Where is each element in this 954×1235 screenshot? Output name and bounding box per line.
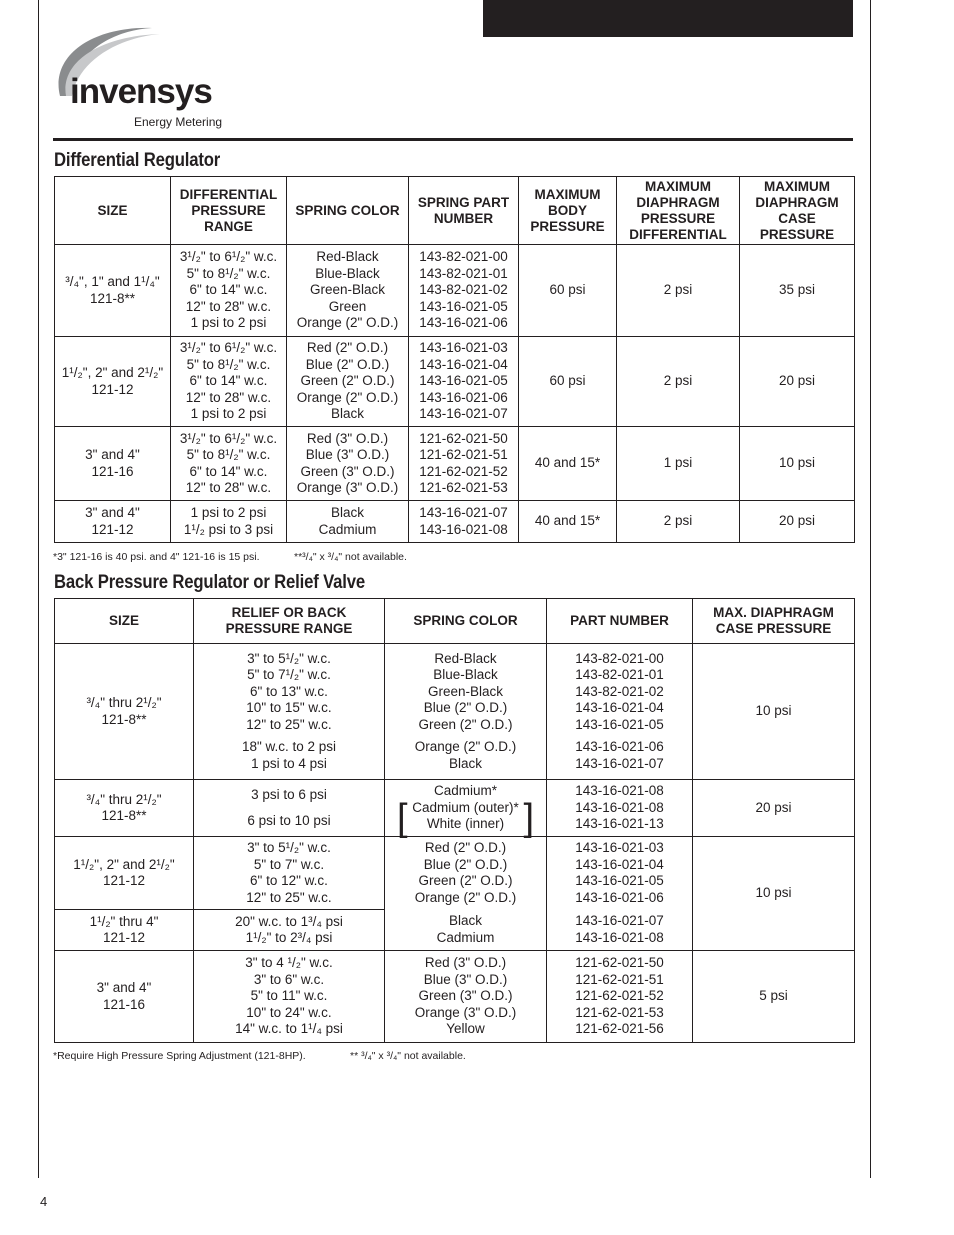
table-header-row [55,599,855,644]
diff-pressure-cell: 2 psi [617,501,740,543]
size-cell: 3" and 4" 121-16 [55,951,194,1043]
range-cell: 1 psi to 2 psi 1¹/₂ psi to 3 psi [171,501,287,543]
color-cell: Black Cadmium [385,910,547,951]
part-cell: 143-16-021-08 143-16-021-08 143-16-021-13 [547,780,693,837]
range-cell: 3¹/₂" to 6¹/₂" w.c. 5" to 8¹/₂" w.c. 6" to 14" w.c. 12" to 28" w.c. 1 psi to 2 psi [171,337,287,427]
differential-regulator-table [54,176,855,543]
col-header: PART NUMBER [547,599,693,644]
part-cell: 143-16-021-07 143-16-021-08 [409,501,519,543]
col-header: SPRING PART NUMBER [409,177,519,245]
color-cell: Red (2" O.D.) Blue (2" O.D.) Green (2" O.D.) Orange (2" O.D.) Black [287,337,409,427]
bracketed-spring-group: [ Cadmium (outer)* White (inner) ] [397,796,534,839]
case-pressure-cell: 10 psi [740,427,855,501]
part-cell: 143-16-021-03 143-16-021-04 143-16-021-05 143-16-021-06 143-16-021-07 [409,337,519,427]
col-header: SPRING COLOR [385,599,547,644]
footnote: *3" 121-16 is 40 psi. and 4" 121-16 is 15 psi. [53,551,260,563]
size-cell: ³/₄" thru 2¹/₂" 121-8** [55,644,194,780]
right-margin-rule [870,0,871,1178]
color-cell: Red (3" O.D.) Blue (3" O.D.) Green (3" O.D.) Orange (3" O.D.) [287,427,409,501]
col-header: MAXIMUM DIAPHRAGM PRESSURE DIFFERENTIAL [617,177,740,245]
col-header: SIZE [55,599,194,644]
size-cell: 1¹/₂", 2" and 2¹/₂" 121-12 [55,837,194,910]
case-pressure-cell: 10 psi [693,837,855,951]
color-cell: Cadmium* [ Cadmium (outer)* White (inner) ] [385,780,547,837]
size-cell: 1¹/₂" thru 4" 121-12 [55,910,194,951]
color-cell: Red (2" O.D.) Blue (2" O.D.) Green (2" O.D.) Orange (2" O.D.) [385,837,547,910]
bracket-right-icon: ] [523,796,534,839]
body-pressure-cell: 60 psi [519,337,617,427]
range-cell: 3¹/₂" to 6¹/₂" w.c. 5" to 8¹/₂" w.c. 6" to 14" w.c. 12" to 28" w.c. [171,427,287,501]
diff-pressure-cell: 1 psi [617,427,740,501]
case-pressure-cell: 20 psi [740,337,855,427]
case-pressure-cell: 35 psi [740,245,855,337]
body-pressure-cell: 40 and 15* [519,427,617,501]
color-cell: Red (3" O.D.) Blue (3" O.D.) Green (3" O.D.) Orange (3" O.D.) Yellow [385,951,547,1043]
diff-pressure-cell: 2 psi [617,245,740,337]
table-row [55,837,855,910]
body-pressure-cell: 60 psi [519,245,617,337]
body-pressure-cell: 40 and 15* [519,501,617,543]
col-header: DIFFERENTIAL PRESSURE RANGE [171,177,287,245]
range-cell: 3" to 5¹/₂" w.c. 5" to 7" w.c. 6" to 12" w.c. 12" to 25" w.c. [194,837,385,910]
range-cell: 3¹/₂" to 6¹/₂" w.c. 5" to 8¹/₂" w.c. 6" to 14" w.c. 12" to 28" w.c. 1 psi to 2 psi [171,245,287,337]
section-title-back-pressure: Back Pressure Regulator or Relief Valve [54,572,365,593]
header-rule [53,138,853,141]
footnote: ** ³/₄" x ³/₄" not available. [350,1050,466,1062]
table-row [55,780,855,837]
section-title-differential: Differential Regulator [54,150,221,171]
col-header: MAXIMUM BODY PRESSURE [519,177,617,245]
bracket-left-icon: [ [397,796,408,839]
range-cell: 20" w.c. to 1³/₄ psi 1¹/₂" to 2³/₄ psi [194,910,385,951]
part-cell: 143-16-021-03 143-16-021-04 143-16-021-05 143-16-021-06 [547,837,693,910]
back-pressure-table [54,598,855,1043]
col-header: SPRING COLOR [287,177,409,245]
col-header: MAX. DIAPHRAGM CASE PRESSURE [693,599,855,644]
logo-subtitle: Energy Metering [134,115,223,129]
col-header: SIZE [55,177,171,245]
left-margin-rule [38,0,39,1178]
col-header: RELIEF OR BACK PRESSURE RANGE [194,599,385,644]
table-row [55,245,855,337]
footnote: *Require High Pressure Spring Adjustment (121-8HP). [53,1050,306,1062]
table-row [55,501,855,543]
footnote: **³/₄" x ³/₄" not available. [294,551,407,563]
size-cell: ³/₄", 1" and 1¹/₄" 121-8** [55,245,171,337]
diff-pressure-cell: 2 psi [617,337,740,427]
invensys-logo [52,26,232,132]
page-number: 4 [40,1194,48,1209]
table-row [55,644,855,780]
color-cell: Red-Black Blue-Black Green-Black Green Orange (2" O.D.) [287,245,409,337]
size-cell: 1¹/₂", 2" and 2¹/₂" 121-12 [55,337,171,427]
col-header: MAXIMUM DIAPHRAGM CASE PRESSURE [740,177,855,245]
table-row [55,427,855,501]
logo-wordmark: invensys [70,72,212,111]
color-cell: Black Cadmium [287,501,409,543]
case-pressure-cell: 5 psi [693,951,855,1043]
header-black-bar [483,0,853,37]
case-pressure-cell: 20 psi [693,780,855,837]
range-cell: 3" to 5¹/₂" w.c. 5" to 7¹/₂" w.c. 6" to 13" w.c. 10" to 15" w.c. 12" to 25" w.c. 18" w.c. to 2 psi 1 psi to 4 psi [194,644,385,780]
table-header-row [55,177,855,245]
part-cell: 143-82-021-00 143-82-021-01 143-82-021-02 143-16-021-05 143-16-021-06 [409,245,519,337]
case-pressure-cell: 20 psi [740,501,855,543]
size-cell: 3" and 4" 121-12 [55,501,171,543]
size-cell: 3" and 4" 121-16 [55,427,171,501]
part-cell: 143-16-021-07 143-16-021-08 [547,910,693,951]
table-row [55,951,855,1043]
part-cell: 143-82-021-00 143-82-021-01 143-82-021-02 143-16-021-04 143-16-021-05 143-16-021-06 143-16-021-07 [547,644,693,780]
size-cell: ³/₄" thru 2¹/₂" 121-8** [55,780,194,837]
part-cell: 121-62-021-50 121-62-021-51 121-62-021-52 121-62-021-53 121-62-021-56 [547,951,693,1043]
part-cell: 121-62-021-50 121-62-021-51 121-62-021-52 121-62-021-53 [409,427,519,501]
range-cell: 3 psi to 6 psi 6 psi to 10 psi [194,780,385,837]
case-pressure-cell: 10 psi [693,644,855,780]
table-row [55,337,855,427]
color-cell: Red-Black Blue-Black Green-Black Blue (2" O.D.) Green (2" O.D.) Orange (2" O.D.) Black [385,644,547,780]
range-cell: 3" to 4 ¹/₂" w.c. 3" to 6" w.c. 5" to 11" w.c. 10" to 24" w.c. 14" w.c. to 1¹/₄ psi [194,951,385,1043]
